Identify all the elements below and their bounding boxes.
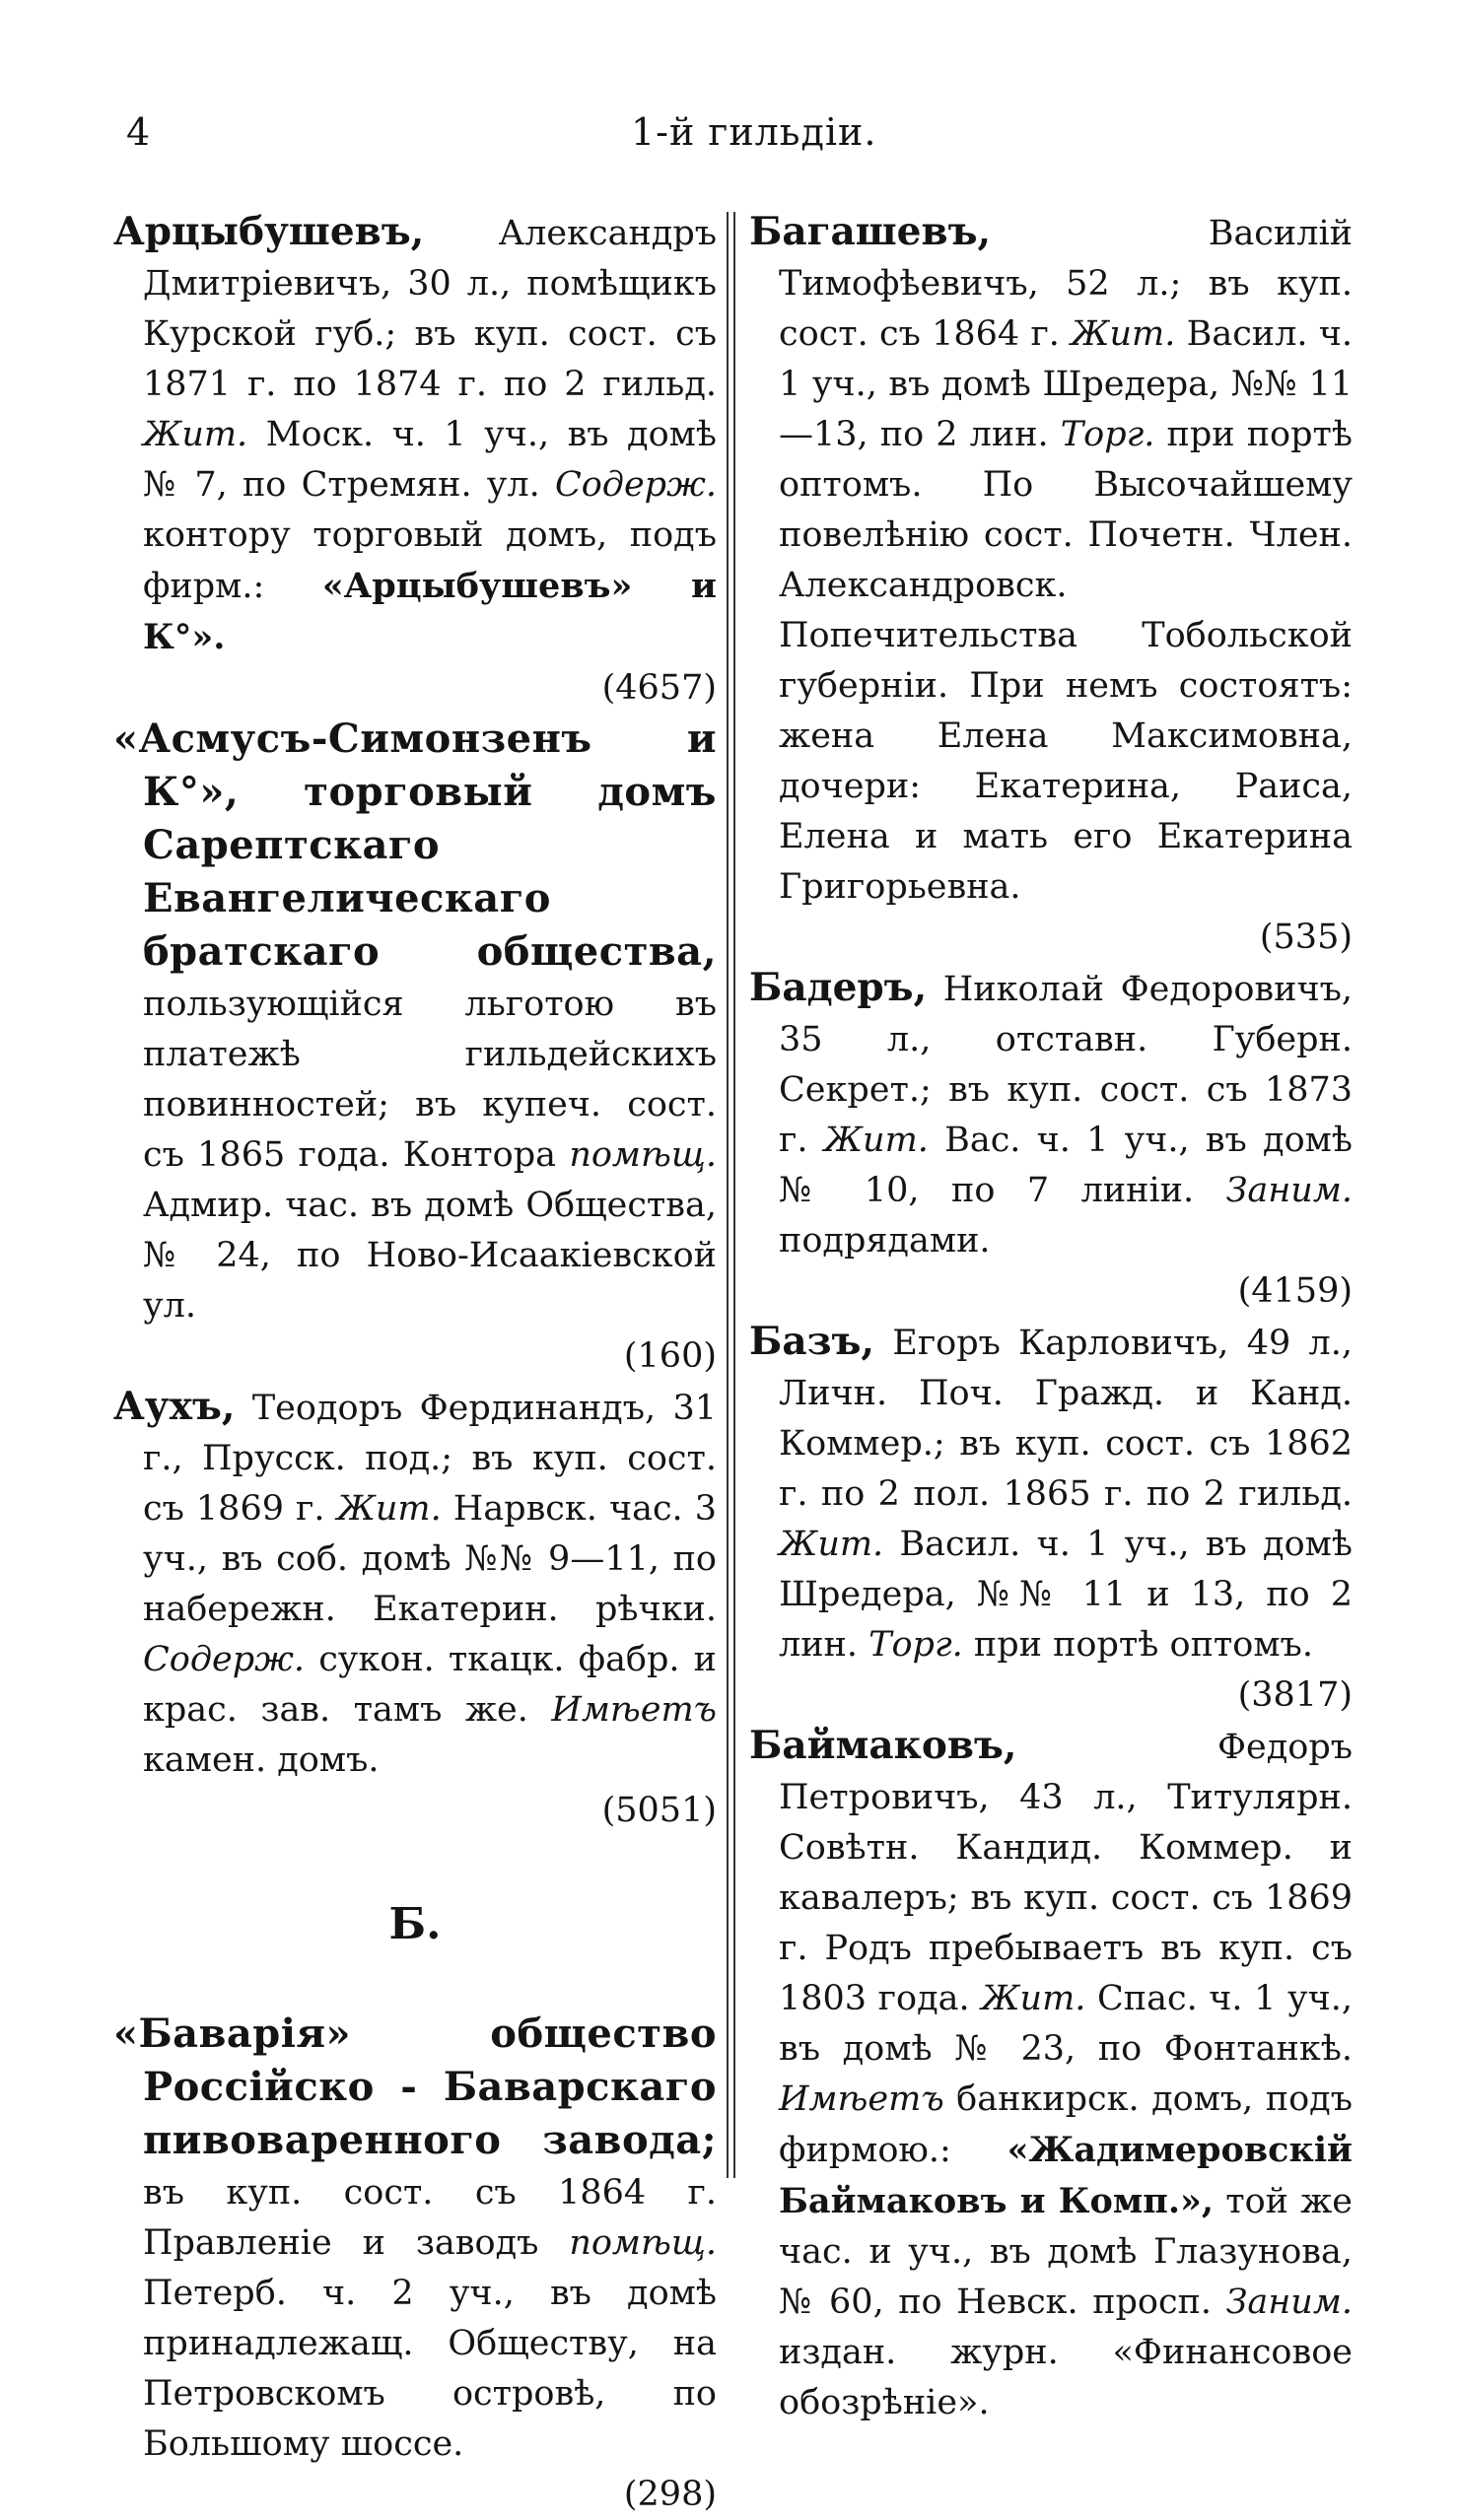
entry-text: при портѣ оптомъ. xyxy=(962,1625,1313,1665)
entry-number: (298) xyxy=(623,2475,717,2514)
entry-name: Арцыбушевъ, xyxy=(113,209,425,254)
directory-entry xyxy=(749,1317,1353,1721)
entry-text: Василій Тимофѣевичъ, 52 л.; въ куп. сост. съ 1864 г. xyxy=(779,214,1353,354)
section-letter: Б. xyxy=(388,1899,442,1949)
entry-name: «Асмусъ-Симонзенъ и К°», торговый домъ Сарептскаго Евангелическаго братскаго общества, xyxy=(113,715,717,975)
entry-text: въ куп. сост. съ 1864 г. Правленіе и заводъ xyxy=(143,2173,717,2263)
entry-text: банкирск. домъ, подъ фирмою.: xyxy=(779,2079,1353,2170)
entry-italic: Жит. xyxy=(143,415,248,454)
entry-text: пользующійся льготою въ платежѣ гильдейскихъ повинностей; въ купеч. сост. съ 1865 года. Контора xyxy=(143,985,717,1175)
entry-name: «Баварія» общество Россійско - Баварскаго пивоваренного завода; xyxy=(113,2010,717,2163)
entry-italic: Жит. xyxy=(336,1489,442,1529)
entry-text: Васил. ч. 1 уч., въ домѣ Шредера, №№ 11 и 13, по 2 лин. xyxy=(779,1525,1353,1665)
entry-name: Баймаковъ, xyxy=(749,1723,1017,1768)
entry-number: (535) xyxy=(1259,918,1353,957)
entry-name: Бадеръ, xyxy=(749,965,928,1010)
directory-entry xyxy=(113,207,717,714)
entry-text: при портѣ оптомъ. По Высочайшему повелѣнію сост. Почетн. Член. Александровск. Попечительства Тобольской губерніи. При немъ состоятъ: жена Елена Максимовна, дочери: Екатерина, Раиса, Елена и мать его Екатерина Григорьевна. xyxy=(779,415,1353,907)
right-column xyxy=(749,207,1353,2428)
entry-text: Егоръ Карловичъ, 49 л., Личн. Поч. Гражд. и Канд. Коммер.; въ куп. сост. съ 1862 г. по 2 пол. 1865 г. по 2 гильд. xyxy=(779,1324,1353,1514)
entry-text: Нарвск. час. 3 уч., въ соб. домѣ №№ 9—11, по набережн. Екатерин. рѣчки. xyxy=(143,1489,717,1629)
entry-italic: помѣщ. xyxy=(569,1135,717,1175)
entry-name: Аухъ, xyxy=(113,1384,236,1429)
directory-entry xyxy=(113,1382,717,1836)
entry-italic: помѣщ. xyxy=(569,2223,717,2263)
entry-italic: Торг. xyxy=(1060,415,1155,454)
entry-text: издан. журн. «Финансовое обозрѣніе». xyxy=(779,2333,1353,2422)
entry-text: Спас. ч. 1 уч., въ домѣ № 23, по Фонтанкѣ. xyxy=(779,1979,1353,2069)
entry-italic: Жит. xyxy=(823,1121,929,1160)
entry-text: подрядами. xyxy=(779,1221,991,1260)
running-title: 1-й гильдіи. xyxy=(631,110,877,154)
entry-number: (4159) xyxy=(1237,1271,1353,1311)
directory-entry xyxy=(113,2009,717,2520)
entry-text: Петерб. ч. 2 уч., въ домѣ принадлежащ. Обществу, на Петровскомъ островѣ, по Большому шоссе. xyxy=(143,2274,717,2464)
column-divider xyxy=(727,212,729,2178)
entry-italic: Жит. xyxy=(981,1979,1086,2018)
entry-italic: Содерж. xyxy=(143,1640,306,1679)
entry-text: контору торговый домъ, подъ фирм.: xyxy=(143,515,717,606)
column-divider xyxy=(733,212,735,2178)
entry-text: камен. домъ. xyxy=(143,1740,380,1780)
entry-number: (3817) xyxy=(1237,1675,1353,1715)
entry-italic: Заним. xyxy=(1225,1171,1353,1210)
directory-entry xyxy=(113,714,717,1382)
entry-text: сукон. ткацк. фабр. и крас. зав. тамъ же. xyxy=(143,1640,717,1730)
entry-number: (4657) xyxy=(601,668,717,708)
entry-name: Багашевъ, xyxy=(749,209,992,254)
directory-entry xyxy=(749,207,1353,963)
entry-text: Адмир. час. въ домѣ Общества, № 24, по Ново-Исаакіевской ул. xyxy=(143,1186,717,1326)
entry-text: Николай Федоровичъ, 35 л., отставн. Губерн. Секрет.; въ куп. сост. съ 1873 г. xyxy=(779,970,1353,1160)
page-number: 4 xyxy=(126,110,151,154)
entry-italic: Жит. xyxy=(1071,314,1176,354)
entry-number: (160) xyxy=(623,1336,717,1376)
entry-italic: Заним. xyxy=(1225,2282,1353,2322)
entry-text: той же час. и уч., въ домѣ Глазунова, № 60, по Невск. просп. xyxy=(779,2182,1353,2322)
entry-text: Васил. ч. 1 уч., въ домѣ Шредера, №№ 11—13, по 2 лин. xyxy=(779,314,1353,454)
directory-entry xyxy=(749,963,1353,1317)
entry-italic: Содерж. xyxy=(554,465,717,505)
entry-italic: Торг. xyxy=(868,1625,963,1665)
entry-text: Федоръ Петровичъ, 43 л., Титулярн. Совѣтн. Кандид. Коммер. и кавалеръ; въ куп. сост. съ 1869 г. Родъ пребываетъ въ куп. съ 1803 года. xyxy=(779,1728,1353,2018)
entry-italic: Имѣетъ xyxy=(779,2079,944,2119)
entry-text: Вас. ч. 1 уч., въ домѣ № 10, по 7 линіи. xyxy=(779,1121,1354,1210)
entry-text: Моск. ч. 1 уч., въ домѣ № 7, по Стремян. ул. xyxy=(143,415,717,505)
page-header xyxy=(126,110,1341,166)
entry-italic: Жит. xyxy=(779,1525,884,1564)
entry-text: Александръ Дмитріевичъ, 30 л., помѣщикъ Курской губ.; въ куп. сост. съ 1871 г. по 1874 г. по 2 гильд. xyxy=(143,214,717,404)
entry-text: Теодоръ Фердинандъ, 31 г., Прусск. под.; въ куп. сост. съ 1869 г. xyxy=(143,1389,717,1529)
left-column xyxy=(113,207,717,2520)
entry-number: (5051) xyxy=(601,1791,717,1830)
directory-entry xyxy=(749,1721,1353,2428)
entry-firm: «Жадимеровскій Баймаковъ и Комп.», xyxy=(779,2130,1353,2221)
entry-italic: Имѣетъ xyxy=(551,1690,717,1730)
entry-firm: «Арцыбушевъ» и К°». xyxy=(143,566,717,657)
entry-name: Базъ, xyxy=(749,1319,874,1364)
